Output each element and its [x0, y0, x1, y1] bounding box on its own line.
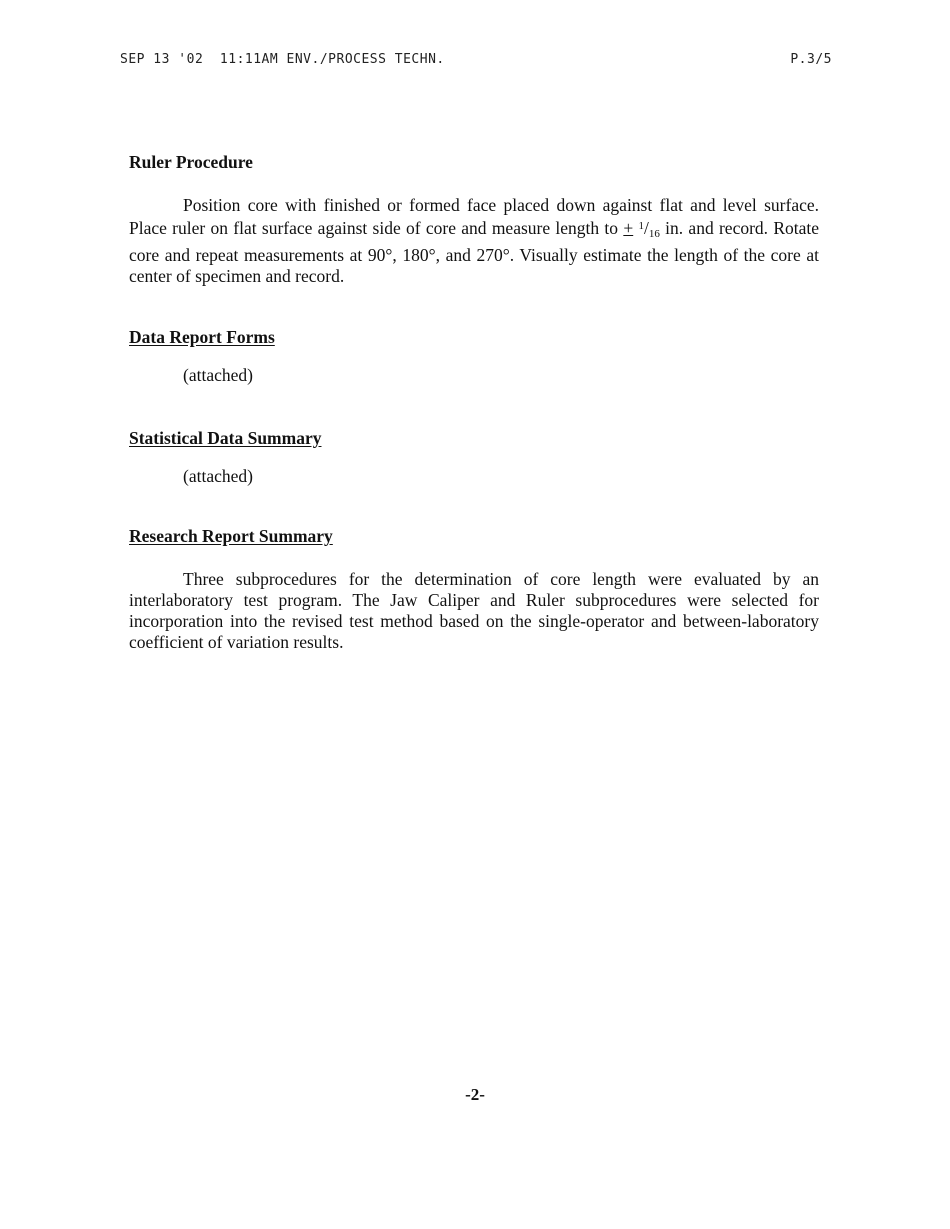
data-report-forms-heading [129, 325, 819, 349]
data-report-forms-note: (attached) [183, 365, 253, 385]
ruler-text-1: Position core with finished or formed face placed down against flat and level surface. Place ruler on flat surface against side of core and measure length to [129, 195, 819, 238]
ruler-procedure-paragraph [129, 195, 819, 287]
research-report-summary-paragraph: Three subprocedures for the determination of core length were evaluated by an interlaboratory test program. The Jaw Caliper and Ruler subprocedures were selected for incorporation into the revised test method based on the single-operator and between-laboratory coefficient of variation results. [129, 569, 819, 652]
data-report-forms-heading-text: Data Report Forms [129, 327, 275, 347]
fax-header-left: SEP 13 '02 11:11AM ENV./PROCESS TECHN. [120, 52, 445, 67]
plus-minus-symbol: + [623, 218, 634, 238]
ruler-procedure-heading: Ruler Procedure [129, 152, 253, 172]
research-report-summary-heading [129, 524, 819, 548]
research-report-summary-heading-text: Research Report Summary [129, 526, 333, 546]
statistical-data-summary-note: (attached) [183, 466, 253, 486]
fraction-numerator: 1 [638, 220, 644, 232]
page-number: -2- [465, 1085, 485, 1104]
ruler-text-2: in. and record. Rotate core and repeat measurements at 90°, 180°, and 270°. Visually estimate the length of the core at center of specimen and record. [129, 218, 820, 286]
fraction-denominator: 16 [648, 228, 660, 240]
fax-page-indicator: P.3/5 [790, 52, 832, 67]
statistical-data-summary-heading [129, 426, 819, 450]
statistical-data-summary-heading-text: Statistical Data Summary [129, 428, 322, 448]
document-body [129, 150, 819, 653]
fraction-slash: / [644, 218, 649, 238]
fax-header [120, 52, 832, 67]
